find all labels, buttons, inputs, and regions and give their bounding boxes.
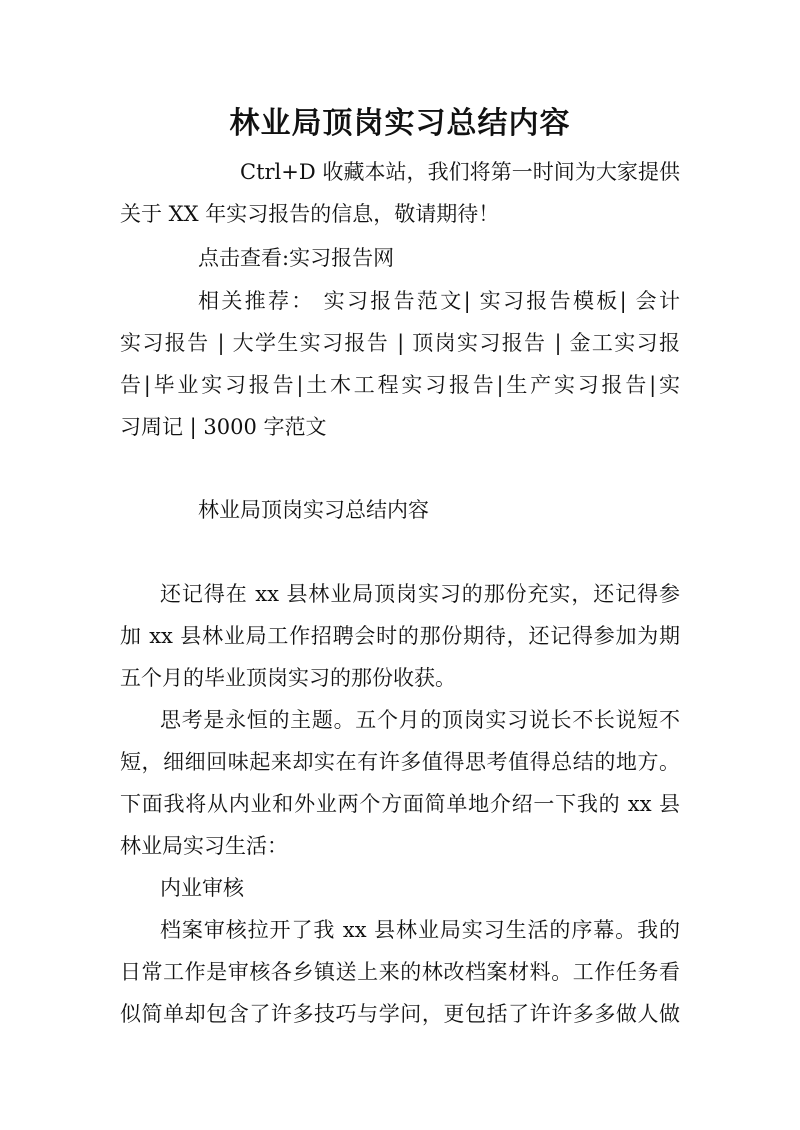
subheading-internal-review: 内业审核	[160, 876, 244, 900]
paragraph-2-line-3: 下面我将从内业和外业两个方面简单地介绍一下我的 xx 县	[120, 792, 680, 816]
paragraph-3-line-1: 档案审核拉开了我 xx 县林业局实习生活的序幕。我的	[160, 918, 680, 942]
paragraph-2-line-1: 思考是永恒的主题。五个月的顶岗实习说长不长说短不	[160, 708, 680, 732]
related-recommend-line-2[interactable]: 实习报告 | 大学生实习报告 | 顶岗实习报告 | 金工实习报	[120, 331, 680, 355]
document-title: 林业局顶岗实习总结内容	[229, 106, 571, 141]
related-recommend-line-3[interactable]: 告|毕业实习报告|土木工程实习报告|生产实习报告|实	[120, 373, 680, 397]
paragraph-2-line-2: 短，细细回味起来却实在有许多值得思考值得总结的地方。	[120, 750, 680, 774]
paragraph-2-line-4: 林业局实习生活：	[120, 834, 288, 858]
paragraph-1-line-2: 加 xx 县林业局工作招聘会时的那份期待，还记得参加为期	[120, 624, 680, 648]
section-heading: 林业局顶岗实习总结内容	[198, 498, 429, 522]
paragraph-3-line-2: 日常工作是审核各乡镇送上来的林改档案材料。工作任务看	[120, 960, 680, 984]
report-site-link[interactable]: 点击查看:实习报告网	[198, 246, 395, 270]
intro-line-2: 关于 XX 年实习报告的信息，敬请期待！	[120, 202, 500, 226]
paragraph-1-line-1: 还记得在 xx 县林业局顶岗实习的那份充实，还记得参	[160, 582, 680, 606]
paragraph-1-line-3: 五个月的毕业顶岗实习的那份收获。	[120, 666, 456, 690]
related-recommend-line-4[interactable]: 习周记 | 3000 字范文	[120, 415, 327, 439]
intro-line-1: Ctrl+D 收藏本站，我们将第一时间为大家提供	[240, 160, 680, 184]
paragraph-3-line-3: 似简单却包含了许多技巧与学问，更包括了许许多多做人做	[120, 1002, 680, 1026]
related-recommend-line-1[interactable]: 相关推荐： 实习报告范文| 实习报告模板| 会计	[198, 289, 680, 313]
